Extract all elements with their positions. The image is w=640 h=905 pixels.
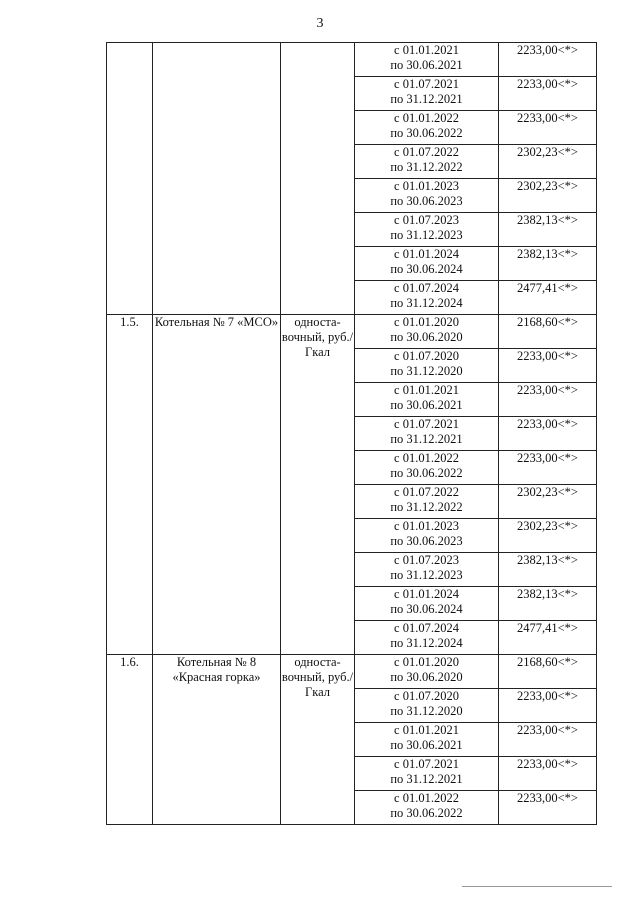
boiler-name-cell bbox=[153, 43, 281, 315]
period-cell bbox=[355, 417, 499, 451]
period-from: с 01.01.2023 bbox=[394, 519, 459, 533]
period-to: по 30.06.2022 bbox=[390, 806, 463, 820]
table-row bbox=[107, 315, 597, 349]
period-to: по 30.06.2020 bbox=[390, 330, 463, 344]
period-cell bbox=[355, 43, 499, 77]
footer-divider bbox=[462, 886, 612, 887]
period-cell bbox=[355, 383, 499, 417]
tariff-unit-cell: односта-вочный, руб./Гкал bbox=[281, 655, 355, 825]
price-cell: 2382,13<*> bbox=[499, 553, 597, 587]
period-from: с 01.07.2022 bbox=[394, 485, 459, 499]
price-cell: 2302,23<*> bbox=[499, 485, 597, 519]
period-from: с 01.01.2022 bbox=[394, 451, 459, 465]
period-from: с 01.07.2021 bbox=[394, 77, 459, 91]
period-cell bbox=[355, 281, 499, 315]
price-cell: 2302,23<*> bbox=[499, 519, 597, 553]
price-cell: 2233,00<*> bbox=[499, 43, 597, 77]
table-row bbox=[107, 655, 597, 689]
period-to: по 31.12.2023 bbox=[390, 228, 463, 242]
price-cell: 2382,13<*> bbox=[499, 247, 597, 281]
period-from: с 01.01.2021 bbox=[394, 43, 459, 57]
price-cell: 2168,60<*> bbox=[499, 655, 597, 689]
period-from: с 01.01.2020 bbox=[394, 315, 459, 329]
period-from: с 01.01.2022 bbox=[394, 791, 459, 805]
period-cell bbox=[355, 485, 499, 519]
item-number-cell: 1.5. bbox=[107, 315, 153, 655]
period-to: по 31.12.2021 bbox=[390, 432, 463, 446]
price-cell: 2233,00<*> bbox=[499, 723, 597, 757]
price-cell: 2233,00<*> bbox=[499, 757, 597, 791]
period-cell bbox=[355, 757, 499, 791]
period-to: по 31.12.2020 bbox=[390, 704, 463, 718]
period-from: с 01.01.2023 bbox=[394, 179, 459, 193]
period-cell bbox=[355, 519, 499, 553]
period-cell bbox=[355, 655, 499, 689]
period-to: по 31.12.2021 bbox=[390, 92, 463, 106]
period-to: по 31.12.2024 bbox=[390, 636, 463, 650]
period-from: с 01.01.2021 bbox=[394, 383, 459, 397]
period-cell bbox=[355, 451, 499, 485]
boiler-name-cell: Котельная № 8 «Красная горка» bbox=[153, 655, 281, 825]
period-cell bbox=[355, 349, 499, 383]
period-to: по 31.12.2022 bbox=[390, 500, 463, 514]
period-to: по 30.06.2023 bbox=[390, 194, 463, 208]
period-from: с 01.07.2021 bbox=[394, 417, 459, 431]
boiler-name-cell: Котельная № 7 «МСО» bbox=[153, 315, 281, 655]
price-cell: 2302,23<*> bbox=[499, 179, 597, 213]
period-to: по 31.12.2023 bbox=[390, 568, 463, 582]
period-to: по 30.06.2021 bbox=[390, 738, 463, 752]
period-cell bbox=[355, 621, 499, 655]
page-number: 3 bbox=[316, 16, 324, 31]
price-cell: 2233,00<*> bbox=[499, 77, 597, 111]
period-cell bbox=[355, 145, 499, 179]
period-to: по 31.12.2021 bbox=[390, 772, 463, 786]
price-cell: 2477,41<*> bbox=[499, 621, 597, 655]
period-from: с 01.07.2021 bbox=[394, 757, 459, 771]
period-cell bbox=[355, 791, 499, 825]
period-cell bbox=[355, 77, 499, 111]
period-from: с 01.01.2024 bbox=[394, 247, 459, 261]
period-to: по 30.06.2024 bbox=[390, 602, 463, 616]
price-cell: 2233,00<*> bbox=[499, 111, 597, 145]
period-cell bbox=[355, 587, 499, 621]
period-to: по 31.12.2024 bbox=[390, 296, 463, 310]
period-cell bbox=[355, 179, 499, 213]
tariff-table bbox=[106, 42, 597, 825]
period-to: по 31.12.2020 bbox=[390, 364, 463, 378]
price-cell: 2233,00<*> bbox=[499, 349, 597, 383]
period-cell bbox=[355, 723, 499, 757]
tariff-table-body bbox=[107, 43, 597, 825]
period-from: с 01.01.2022 bbox=[394, 111, 459, 125]
period-to: по 30.06.2020 bbox=[390, 670, 463, 684]
period-cell bbox=[355, 689, 499, 723]
price-cell: 2233,00<*> bbox=[499, 689, 597, 723]
period-cell bbox=[355, 213, 499, 247]
period-from: с 01.07.2024 bbox=[394, 621, 459, 635]
price-cell: 2233,00<*> bbox=[499, 383, 597, 417]
period-from: с 01.01.2020 bbox=[394, 655, 459, 669]
period-from: с 01.01.2021 bbox=[394, 723, 459, 737]
period-to: по 30.06.2023 bbox=[390, 534, 463, 548]
price-cell: 2382,13<*> bbox=[499, 587, 597, 621]
price-cell: 2233,00<*> bbox=[499, 791, 597, 825]
period-from: с 01.07.2023 bbox=[394, 553, 459, 567]
period-from: с 01.01.2024 bbox=[394, 587, 459, 601]
period-from: с 01.07.2020 bbox=[394, 689, 459, 703]
period-to: по 30.06.2021 bbox=[390, 58, 463, 72]
price-cell: 2477,41<*> bbox=[499, 281, 597, 315]
period-to: по 31.12.2022 bbox=[390, 160, 463, 174]
period-cell bbox=[355, 553, 499, 587]
price-cell: 2233,00<*> bbox=[499, 417, 597, 451]
table-row bbox=[107, 43, 597, 77]
price-cell: 2168,60<*> bbox=[499, 315, 597, 349]
period-to: по 30.06.2024 bbox=[390, 262, 463, 276]
period-from: с 01.07.2020 bbox=[394, 349, 459, 363]
period-from: с 01.07.2024 bbox=[394, 281, 459, 295]
price-cell: 2233,00<*> bbox=[499, 451, 597, 485]
period-cell bbox=[355, 247, 499, 281]
period-to: по 30.06.2021 bbox=[390, 398, 463, 412]
price-cell: 2302,23<*> bbox=[499, 145, 597, 179]
period-to: по 30.06.2022 bbox=[390, 466, 463, 480]
item-number-cell: 1.6. bbox=[107, 655, 153, 825]
period-from: с 01.07.2023 bbox=[394, 213, 459, 227]
tariff-unit-cell: односта-вочный, руб./Гкал bbox=[281, 315, 355, 655]
period-to: по 30.06.2022 bbox=[390, 126, 463, 140]
tariff-unit-cell bbox=[281, 43, 355, 315]
period-from: с 01.07.2022 bbox=[394, 145, 459, 159]
item-number-cell bbox=[107, 43, 153, 315]
price-cell: 2382,13<*> bbox=[499, 213, 597, 247]
period-cell bbox=[355, 111, 499, 145]
period-cell bbox=[355, 315, 499, 349]
